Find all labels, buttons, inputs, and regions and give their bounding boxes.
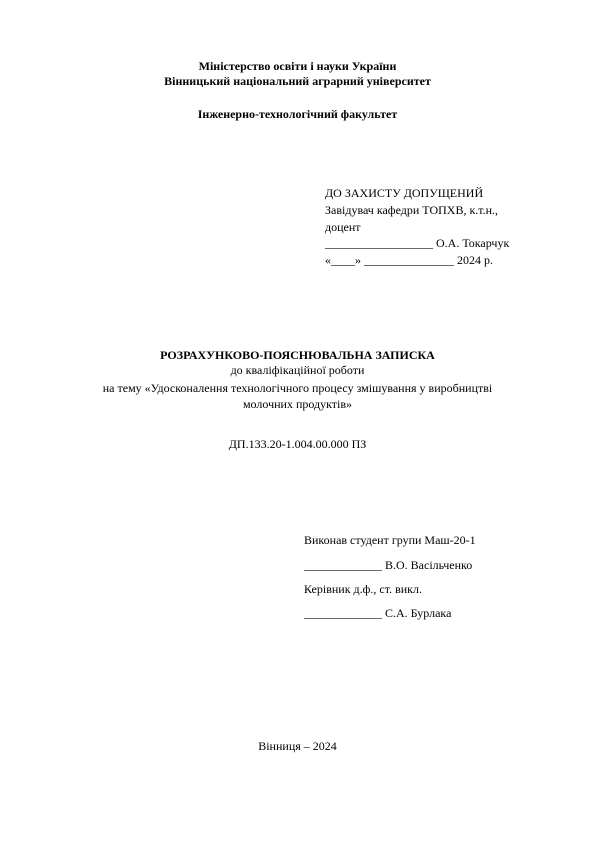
approval-title: доцент	[325, 220, 361, 234]
document-topic-line1: на тему «Удосконалення технологічного процесу змішування у виробництві	[102, 381, 493, 395]
approval-heading: ДО ЗАХИСТУ ДОПУЩЕНИЙ	[325, 186, 484, 200]
place-year: Вінниця – 2024	[258, 739, 337, 753]
performer-label: Виконав студент групи Маш-20-1	[304, 533, 476, 547]
supervisor-signature: _____________ С.А. Бурлака	[304, 606, 452, 620]
approval-date-line: «____» _______________ 2024 р.	[325, 253, 493, 267]
document-topic-line2: молочних продуктів»	[242, 397, 353, 411]
performer-signature: _____________ В.О. Васільченко	[304, 558, 473, 572]
approval-signature-line: __________________ О.А. Токарчук	[325, 236, 510, 250]
approval-position: Завідувач кафедри ТОПХВ, к.т.н.,	[325, 203, 499, 217]
university-name: Вінницький національний аграрний університет	[164, 74, 431, 88]
faculty-name: Інженерно-технологічний факультет	[197, 107, 398, 121]
supervisor-label: Керівник д.ф., ст. викл.	[304, 582, 423, 596]
document-subtitle: до кваліфікаційної роботи	[230, 363, 365, 377]
ministry-name: Міністерство освіти і науки України	[198, 59, 397, 73]
document-title: РОЗРАХУНКОВО-ПОЯСНЮВАЛЬНА ЗАПИСКА	[160, 348, 435, 362]
document-code: ДП.133.20-1.004.00.000 ПЗ	[228, 437, 367, 451]
